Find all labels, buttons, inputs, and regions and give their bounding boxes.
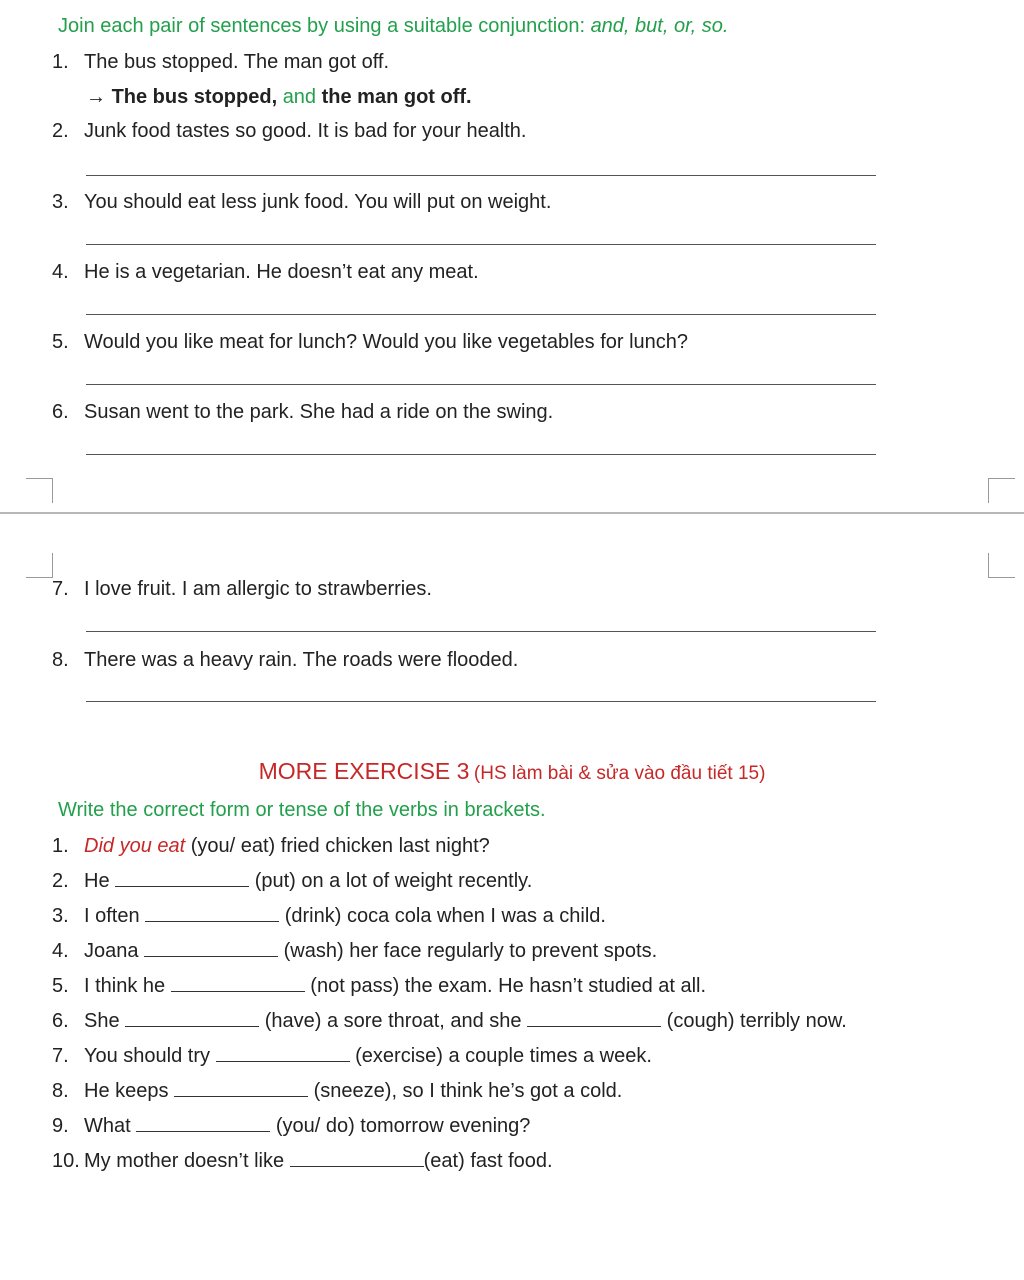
item-number: 3. <box>52 191 69 213</box>
item-number: 8. <box>52 649 69 671</box>
answer-line-2[interactable] <box>86 175 876 176</box>
crop-mark-top-left <box>26 478 53 503</box>
item-number: 4. <box>52 261 69 283</box>
item-post: (drink) coca cola when I was a child. <box>284 905 606 927</box>
verb-item-9 <box>52 1115 530 1138</box>
item-text: Junk food tastes so good. It is bad for your health. <box>84 120 527 142</box>
item-text: I love fruit. I am allergic to strawberries. <box>84 578 432 600</box>
item-post: (you/ do) tomorrow evening? <box>275 1115 531 1137</box>
answer-line-8[interactable] <box>86 701 876 702</box>
item-number: 2. <box>52 120 69 142</box>
item-number: 9. <box>52 1115 69 1137</box>
page-divider <box>0 512 1024 514</box>
example-answer-text: Did you eat <box>84 835 186 857</box>
answer-after: the man got off. <box>321 86 472 108</box>
answer-blank[interactable] <box>290 1150 424 1167</box>
item-post: (cough) terribly now. <box>666 1010 847 1032</box>
answer-line-5[interactable] <box>86 384 876 385</box>
item-text: (you/ eat) fried chicken last night? <box>190 835 490 857</box>
answer-blank[interactable] <box>136 1115 270 1132</box>
item-post: (not pass) the exam. He hasn’t studied at all. <box>310 975 707 997</box>
item-number: 1. <box>52 835 69 857</box>
item-pre: He <box>84 870 110 892</box>
answer-blank[interactable] <box>115 870 249 887</box>
answer-blank[interactable] <box>171 975 305 992</box>
verb-item-3 <box>52 905 606 928</box>
item-mid: (have) a sore throat, and she <box>264 1010 522 1032</box>
item-number: 3. <box>52 905 69 927</box>
answer-blank[interactable] <box>125 1010 259 1027</box>
answer-blank[interactable] <box>145 905 279 922</box>
item-post: (exercise) a couple times a week. <box>355 1045 652 1067</box>
instruction-join-sentences <box>58 15 728 38</box>
instruction-verb-forms: Write the correct form or tense of the verbs in brackets. <box>58 799 546 821</box>
verb-item-6 <box>52 1010 847 1033</box>
answer-line-3[interactable] <box>86 244 876 245</box>
answer-blank-2[interactable] <box>527 1010 661 1027</box>
item-text: There was a heavy rain. The roads were flooded. <box>84 649 519 671</box>
verb-item-2 <box>52 870 532 893</box>
exercise-item-4 <box>52 261 479 284</box>
verb-item-10 <box>52 1150 553 1173</box>
item-post: (eat) fast food. <box>423 1150 553 1172</box>
verb-item-4 <box>52 940 657 963</box>
example-answer <box>86 86 472 109</box>
item-number: 8. <box>52 1080 69 1102</box>
answer-blank[interactable] <box>144 940 278 957</box>
exercise-item-7 <box>52 578 432 601</box>
item-number: 1. <box>52 51 69 73</box>
section-title <box>0 758 1024 785</box>
item-number: 7. <box>52 578 69 600</box>
conjunction-options: and, but, or, so. <box>590 15 729 37</box>
crop-mark-top-right <box>988 478 1015 503</box>
item-pre: What <box>84 1115 131 1137</box>
item-number: 7. <box>52 1045 69 1067</box>
item-number: 2. <box>52 870 69 892</box>
exercise-item-3 <box>52 191 551 214</box>
exercise-item-6 <box>52 401 553 424</box>
item-post: (put) on a lot of weight recently. <box>254 870 533 892</box>
item-pre: My mother doesn’t like <box>84 1150 285 1172</box>
item-pre: Joana <box>84 940 139 962</box>
item-number: 6. <box>52 1010 69 1032</box>
item-text: Would you like meat for lunch? Would you like vegetables for lunch? <box>84 331 689 353</box>
answer-line-7[interactable] <box>86 631 876 632</box>
answer-blank[interactable] <box>174 1080 308 1097</box>
item-number: 6. <box>52 401 69 423</box>
crop-mark-bottom-left <box>26 553 53 578</box>
exercise-item-2 <box>52 120 527 143</box>
exercise-item-5 <box>52 331 688 354</box>
verb-item-1 <box>52 835 490 858</box>
item-number: 5. <box>52 975 69 997</box>
exercise-item-8 <box>52 649 518 672</box>
item-number: 4. <box>52 940 69 962</box>
answer-line-4[interactable] <box>86 314 876 315</box>
item-pre: I think he <box>84 975 166 997</box>
answer-conjunction: and <box>282 86 317 108</box>
item-pre: She <box>84 1010 120 1032</box>
item-number: 10. <box>52 1150 80 1172</box>
arrow-icon: → <box>86 86 106 108</box>
verb-item-8 <box>52 1080 622 1103</box>
instruction-text: Join each pair of sentences by using a suitable conjunction: <box>58 15 591 37</box>
item-post: (sneeze), so I think he’s got a cold. <box>313 1080 623 1102</box>
answer-before: The bus stopped, <box>111 86 278 108</box>
exercise-item-1 <box>52 51 389 74</box>
answer-blank[interactable] <box>216 1045 350 1062</box>
item-text: You should eat less junk food. You will put on weight. <box>84 191 552 213</box>
verb-item-7 <box>52 1045 652 1068</box>
item-pre: He keeps <box>84 1080 169 1102</box>
verb-item-5 <box>52 975 706 998</box>
crop-mark-bottom-right <box>988 553 1015 578</box>
answer-line-6[interactable] <box>86 454 876 455</box>
item-post: (wash) her face regularly to prevent spots. <box>283 940 658 962</box>
item-text: Susan went to the park. She had a ride on the swing. <box>84 401 554 423</box>
item-pre: I often <box>84 905 140 927</box>
item-text: The bus stopped. The man got off. <box>84 51 390 73</box>
section-title-main: MORE EXERCISE 3 <box>258 758 470 784</box>
section-title-note: (HS làm bài & sửa vào đầu tiết 15) <box>473 763 766 784</box>
item-text: He is a vegetarian. He doesn’t eat any meat. <box>84 261 479 283</box>
item-number: 5. <box>52 331 69 353</box>
item-pre: You should try <box>84 1045 211 1067</box>
